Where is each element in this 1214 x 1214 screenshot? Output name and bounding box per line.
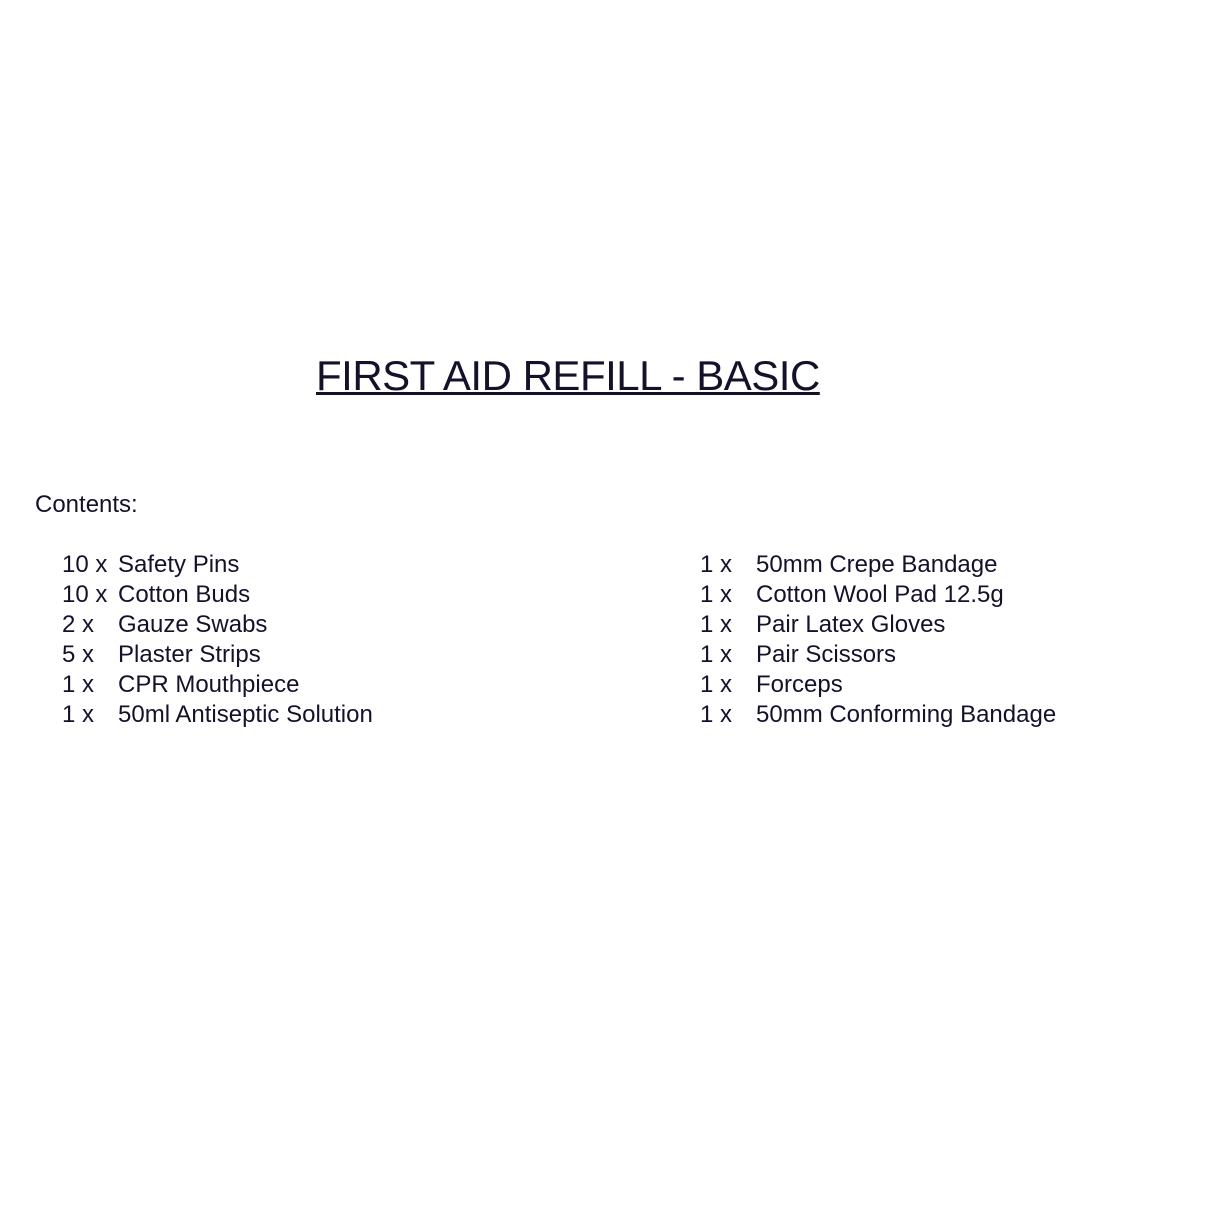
item-quantity: 1 x (62, 671, 95, 698)
item-quantity: 1 x (62, 701, 95, 728)
list-item (700, 640, 1056, 670)
list-item (700, 700, 1056, 730)
item-quantity: 1 x (700, 611, 733, 638)
item-quantity: 1 x (700, 671, 733, 698)
list-item (62, 700, 373, 730)
item-name: Pair Latex Gloves (756, 611, 946, 638)
list-item (700, 670, 1056, 700)
item-quantity: 1 x (700, 551, 733, 578)
item-name: CPR Mouthpiece (118, 671, 300, 698)
item-quantity: 10 x (62, 551, 108, 578)
contents-label: Contents: (35, 491, 138, 518)
list-item (62, 640, 373, 670)
contents-list-left (62, 550, 373, 730)
item-quantity: 2 x (62, 611, 95, 638)
item-quantity: 5 x (62, 641, 95, 668)
item-name: Forceps (756, 671, 843, 698)
item-quantity: 1 x (700, 701, 733, 728)
list-item (700, 580, 1056, 610)
list-item (62, 580, 373, 610)
list-item (62, 610, 373, 640)
page-title: FIRST AID REFILL - BASIC (316, 352, 820, 399)
item-name: 50mm Crepe Bandage (756, 551, 998, 578)
item-quantity: 10 x (62, 581, 108, 608)
contents-list-right (700, 550, 1056, 730)
item-quantity: 1 x (700, 641, 733, 668)
list-item (62, 550, 373, 580)
item-name: Pair Scissors (756, 641, 897, 668)
item-name: Plaster Strips (118, 641, 261, 668)
item-name: Cotton Wool Pad 12.5g (756, 581, 1004, 608)
list-item (700, 550, 1056, 580)
item-quantity: 1 x (700, 581, 733, 608)
list-item (62, 670, 373, 700)
item-name: Cotton Buds (118, 581, 251, 608)
item-name: 50ml Antiseptic Solution (118, 701, 373, 728)
item-name: Safety Pins (118, 551, 240, 578)
list-item (700, 610, 1056, 640)
item-name: Gauze Swabs (118, 611, 268, 638)
item-name: 50mm Conforming Bandage (756, 701, 1057, 728)
